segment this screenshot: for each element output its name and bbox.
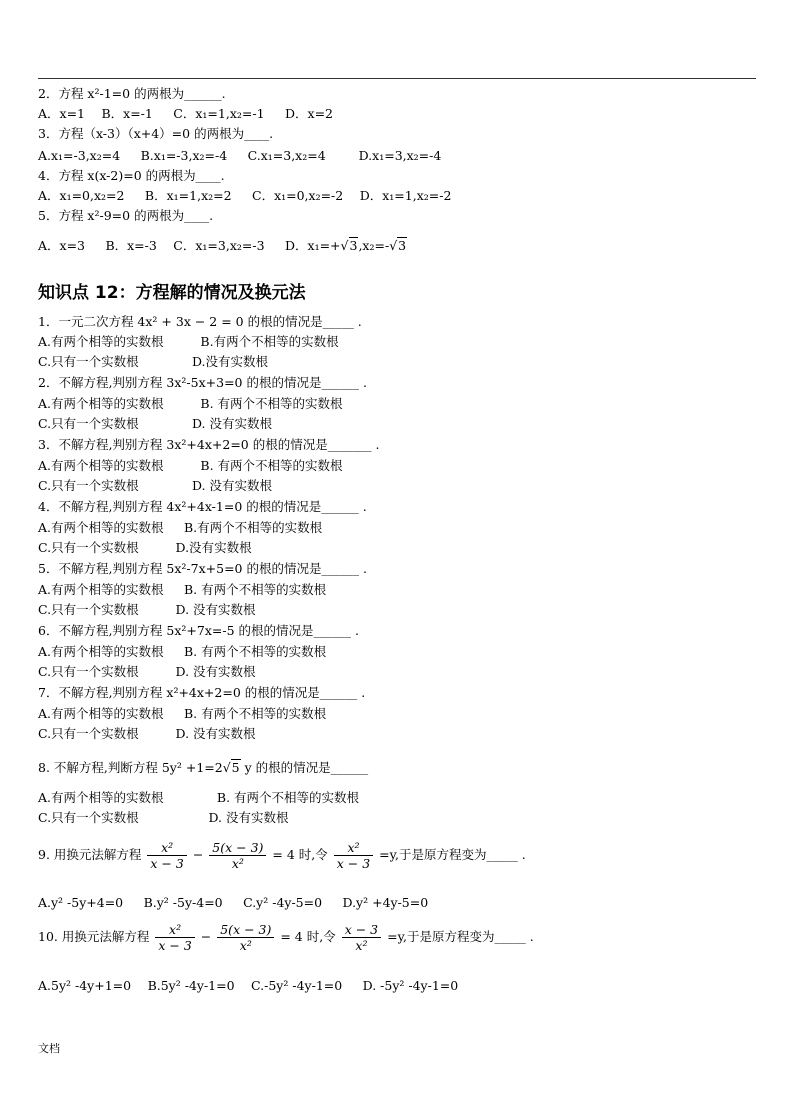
text-line: 6．不解方程,判别方程 5x²+7x=-5 的根的情况是______ . [38,623,359,638]
text-line: C.只有一个实数根 D.没有实数根 [38,354,269,369]
text-line: C.只有一个实数根 D. 没有实数根 [38,664,256,679]
text-line: A.有两个相等的实数根 B.有两个不相等的实数根 [38,520,323,535]
text-line: C.只有一个实数根 D. 没有实数根 [38,602,256,617]
text-line: A.有两个相等的实数根 B. 有两个不相等的实数根 [38,396,343,411]
fraction: $\frac{\text{x²}}{x - 3}$ [155,922,194,953]
text-line: 2．方程 x²-1=0 的两根为______. [38,86,226,101]
text-line: C.只有一个实数根 D. 没有实数根 [38,726,256,741]
text-line: A.有两个相等的实数根 B. 有两个不相等的实数根 [38,706,327,721]
fraction: $\frac{5(x - 3)}{\text{x²}}$ [217,922,274,953]
question-8: 8. 不解方程,判断方程 5y² +1=2√5 y 的根的情况是______ [38,760,369,775]
text-line: 3．方程（x-3）（x+4）=0 的两根为____. [38,126,274,141]
text-line: A.有两个相等的实数根 B.有两个不相等的实数根 [38,334,339,349]
text-line: 5．方程 x²-9=0 的两根为____. [38,208,214,223]
text-line: A.x₁=-3,x₂=4 B.x₁=-3,x₂=-4 C.x₁=3,x₂=4 D.x₁=3,x₂=-4 [38,148,442,163]
question-9: 9. 用换元法解方程 $\frac{\text{x²}}{x - 3}$ − $\frac{5(x - 3)}{\text{x²}}$ = 4 时,令 $\frac{\text{x²}}{x - 3}$ =y,于是原方程变为_____ . [38,840,526,871]
text-line: 5．不解方程,判别方程 5x²-7x+5=0 的根的情况是______ . [38,561,367,576]
question-10: 10. 用换元法解方程 $\frac{\text{x²}}{x - 3}$ − $\frac{5(x - 3)}{\text{x²}}$ = 4 时,令 $\frac{x - 3}{\text{x²}}$ =y,于是原方程变为_____ . [38,922,534,953]
fraction: $\frac{\text{x²}}{x - 3}$ [147,840,186,871]
fraction: $\frac{5(x - 3)}{\text{x²}}$ [209,840,266,871]
text-line: 1．一元二次方程 4x² + 3x − 2 = 0 的根的情况是_____ . [38,314,362,329]
text-line: A．x=1 B．x=-1 C．x₁=1,x₂=-1 D．x=2 [38,106,333,121]
text-line: 4．不解方程,判别方程 4x²+4x-1=0 的根的情况是______ . [38,499,367,514]
sqrt-3: √3 [340,238,358,253]
text-line: C.只有一个实数根 D. 没有实数根 [38,478,273,493]
text-line: C.只有一个实数根 D. 没有实数根 [38,810,289,825]
text-line: C.只有一个实数根 D.没有实数根 [38,540,252,555]
text-line: A.有两个相等的实数根 B. 有两个不相等的实数根 [38,582,327,597]
text-line: 2．不解方程,判别方程 3x²-5x+3=0 的根的情况是______ . [38,375,367,390]
text-line: C.只有一个实数根 D. 没有实数根 [38,416,273,431]
sqrt-5: √5 [222,760,240,775]
section-heading: 知识点 12：方程解的情况及换元法 [38,283,306,303]
q5-options [38,238,407,254]
fraction: $\frac{\text{x²}}{x - 3}$ [334,840,373,871]
fraction: $\frac{x - 3}{\text{x²}}$ [342,922,381,953]
q5-options-mid: ,x₂=- [358,238,390,253]
text-line: 7．不解方程,判别方程 x²+4x+2=0 的根的情况是______ . [38,685,366,700]
text-line: A.5y² -4y+1=0 B.5y² -4y-1=0 C.-5y² -4y-1=0 D. -5y² -4y-1=0 [38,978,459,993]
text-line: A.y² -5y+4=0 B.y² -5y-4=0 C.y² -4y-5=0 D.y² +4y-5=0 [38,895,429,910]
sqrt-3-b: √3 [389,238,407,253]
text-line: A.有两个相等的实数根 B. 有两个不相等的实数根 [38,644,327,659]
text-line: A.有两个相等的实数根 B. 有两个不相等的实数根 [38,790,360,805]
footer-label: 文档 [38,1042,60,1055]
text-line: A．x₁=0,x₂=2 B．x₁=1,x₂=2 C．x₁=0,x₂=-2 D．x₁=1,x₂=-2 [38,188,452,203]
text-line: 4．方程 x(x-2)=0 的两根为____. [38,168,225,183]
text-line: A.有两个相等的实数根 B. 有两个不相等的实数根 [38,458,343,473]
header-rule [38,78,756,79]
text-line: 3．不解方程,判别方程 3x²+4x+2=0 的根的情况是_______ . [38,437,380,452]
q5-options-text: A．x=3 B．x=-3 C．x₁=3,x₂=-3 D．x₁=+ [38,238,341,253]
